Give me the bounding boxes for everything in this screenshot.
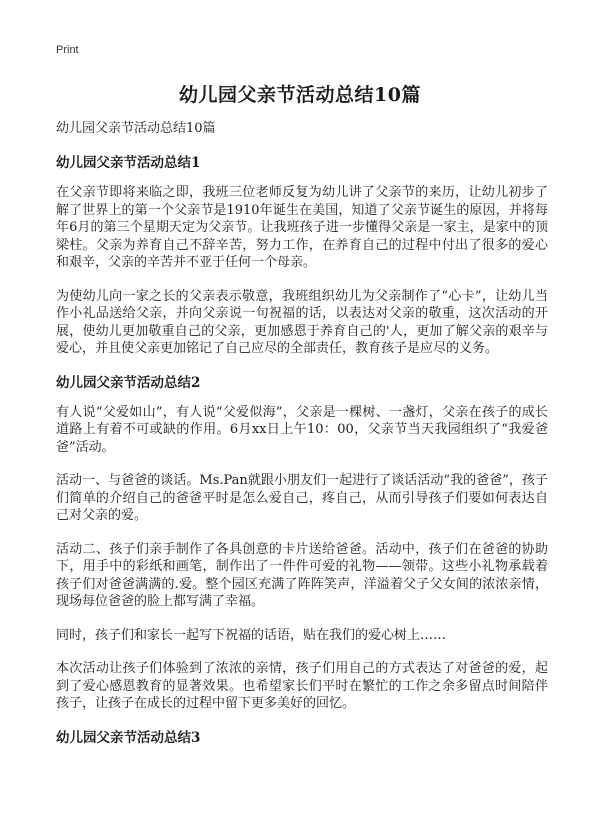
section-2-paragraph-1: 有人说“父爱如山”，有人说“父爱似海”，父亲是一棵树、一盏灯，父亲在孩子的成长道路上有着不可或缺的作用。6月xx日上午10：00，父亲节当天我园组织了“我爱爸爸”活动。: [56, 404, 548, 455]
document-subtitle: 幼儿园父亲节活动总结10篇: [56, 121, 216, 136]
section-heading-3: 幼儿园父亲节活动总结3: [56, 729, 201, 746]
section-2-paragraph-4: 同时，孩子们和家长一起写下祝福的话语，贴在我们的爱心树上……: [56, 627, 447, 643]
section-2-paragraph-5: 本次活动让孩子们体验到了浓浓的亲情，孩子们用自己的方式表达了对爸爸的爱，起到了爱心感恩教育的显著效果。也希望家长们平时在繁忙的工作之余多留点时间陪伴孩子，让孩子在成长的过程中留下更多美好的回忆。: [56, 661, 548, 711]
section-heading-2: 幼儿园父亲节活动总结2: [56, 374, 201, 391]
document-title: 幼儿园父亲节活动总结10篇: [179, 84, 421, 106]
section-2-paragraph-3: 活动二、孩子们亲手制作了各具创意的卡片送给爸爸。活动中，孩子们在爸爸的协助下，用手中的彩纸和画笔，制作出了一件件可爱的礼物——领带。这些小礼物承载着孩子们对爸爸满满的.爱。整个园区充满了阵阵笑声，洋溢着父子父女间的浓浓亲情，现场每位爸爸的脸上都写满了幸福。: [56, 541, 548, 609]
document-body: [56, 120, 548, 759]
section-2-paragraph-2: 活动一、与爸爸的谈话。Ms.Pan就跟小朋友们一起进行了谈话活动“我的爸爸”，孩子们简单的介绍自己的爸爸平时是怎么爱自己，疼自己，从而引导孩子们要如何表达自己对父亲的爱。: [56, 473, 548, 523]
section-1-paragraph-2: 为使幼儿向一家之长的父亲表示敬意，我班组织幼儿为父亲制作了“心卡”，让幼儿当作小礼品送给父亲，并向父亲说一句祝福的话，以表达对父亲的敬重，这次活动的开展，使幼儿更加敬重自己的父亲，更加感恩于养育自己的'人，更加了解父亲的艰辛与爱心，并且使父亲更加铭记了自己应尽的全部责任，教育孩子是应尽的义务。: [56, 288, 548, 356]
section-1-paragraph-1: 在父亲节即将来临之即，我班三位老师反复为幼儿讲了父亲节的来历，让幼儿初步了解了世界上的第一个父亲节是1910年诞生在美国，知道了父亲节诞生的原因，并将每年6月的第三个星期天定为父亲节。让我班孩子进一步懂得父亲是一家主，是家中的顶梁柱。父亲为养育自己不辞辛苦，努力工作，在养育自己的过程中付出了很多的爱心和艰辛，父亲的辛苦并不亚于任何一个母亲。: [56, 185, 548, 270]
print-link[interactable]: Print: [56, 44, 79, 56]
section-heading-1: 幼儿园父亲节活动总结1: [56, 155, 201, 171]
